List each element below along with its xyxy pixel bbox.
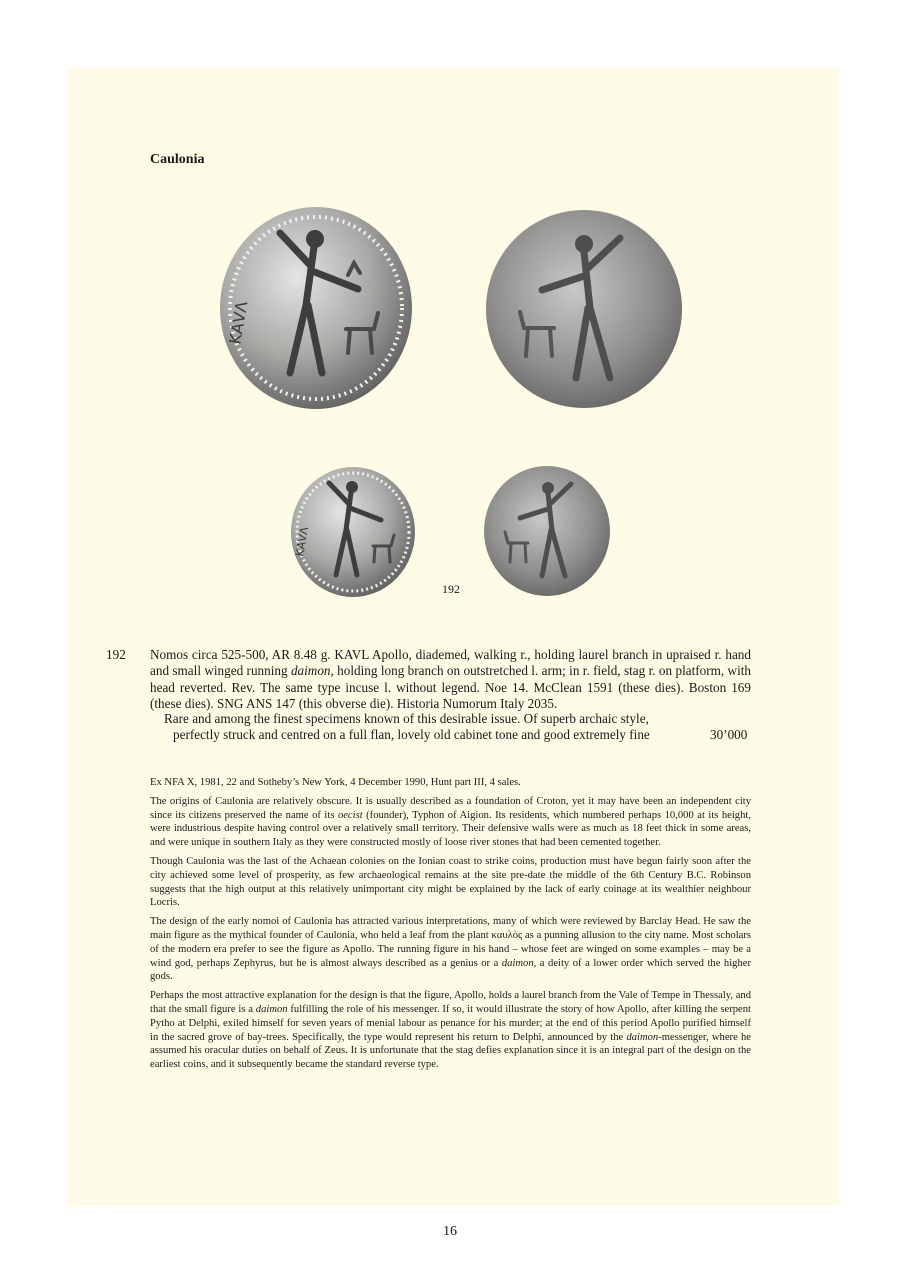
- page-number: 16: [443, 1224, 457, 1239]
- lot-summary-line-1: Rare and among the finest specimens known of this desirable issue. Of superb archaic style,: [164, 711, 649, 726]
- note-paragraph-3: [150, 915, 751, 984]
- coin-reverse-small-icon: [482, 464, 612, 598]
- lot-description-emphasis: daimon: [290, 663, 331, 679]
- coin-reverse-large-icon: [484, 208, 684, 410]
- coin-obverse-large-icon: [218, 205, 414, 411]
- lot-description-text-cont: , holding long branch on outstretched l. arm; in r. field, stag r. on platform, with head reverted. Rev. The same type incuse l. without legend. Noe 14. McClean 1591 (these dies). Boston 169 (these dies). SNG ANS 147 (this obverse die). Historia Numorum Italy 2035.: [150, 663, 751, 712]
- lot-notes: [150, 776, 751, 1077]
- lot-description-text: Nomos circa 525-500, AR 8.48 g. KAVL Apollo, diademed, walking r., holding laurel branch in upraised r. hand and small winged running: [150, 647, 751, 679]
- note-text: The design of the early nomoi of Caulonia has attracted various interpretations, many of which were reviewed by Barclay Head. He saw the main figure as the mythical founder of Caulonia, who held a leaf from the plant καυλὸς as a punning allusion to the city name. Most scholars of the modern era prefer to see the figure as Apollo. The running figure in his hand – whose feet are winged on some examples – may be a wind god, perhaps Zephyrus, but he is almost always described as a genius or a: [150, 916, 751, 969]
- note-paragraph-1: [150, 795, 751, 850]
- note-text: (founder), Typhon of Aigion. Its residents, which numbered perhaps 10,000 at its height, were industrious despite having control over a relatively small territory. Their defensive walls were as much as 18 feet thick in some areas, and were unique in southern Italy as they were constructed mostly of loose river stones that had been cemented together.: [150, 809, 751, 849]
- note-text: fulfilling the role of his messenger. If so, it would illustrate the story of how Apollo, after killing the serpent Pytho at Delphi, exiled himself for seven years of menial labour as penance for his murder; at the end of this period Apollo purified himself in the sacred grove of bay-trees. Specifically, the type would represent his return to Delphi, announced by the: [150, 1003, 751, 1043]
- note-emphasis: daimon: [626, 1031, 659, 1043]
- note-paragraph-2: Though Caulonia was the last of the Achaean colonies on the Ionian coast to strike coins, production must have begun fairly soon after the city achieved some level of prosperity, as few archaeological remains at the site pre-date the middle of the 6th Century B.C. Robinson suggests that the high output at this relatively unimportant city might be explained by the lack of early coinage at its wealthier neighbour Locris.: [150, 855, 751, 909]
- lot-summary-line-2: perfectly struck and centred on a full flan, lovely old cabinet tone and good extremely fine: [173, 727, 650, 742]
- coin-reverse-small: [482, 464, 612, 598]
- lot-description: [150, 647, 751, 713]
- coin-obverse-large: [218, 205, 414, 411]
- lot-estimate-price: 30’000: [710, 727, 748, 742]
- svg-text:ΚΑVΛ: ΚΑVΛ: [293, 525, 312, 558]
- coin-reverse-large: [484, 208, 684, 410]
- note-emphasis: oecist: [337, 809, 363, 821]
- lot-number: 192: [106, 647, 126, 662]
- coin-obverse-small-icon: [289, 465, 417, 599]
- section-heading: Caulonia: [150, 152, 205, 167]
- note-text: Perhaps the most attractive explanation for the design is that the figure, Apollo, holds a laurel branch from the Vale of Tempe in Thessaly, and that the small figure is a: [150, 990, 751, 1015]
- coin-obverse-small: [289, 465, 417, 599]
- note-text: The origins of Caulonia are relatively obscure. It is usually described as a foundation of Croton, yet it may have been an independent city since its citizens preserved the name of its: [150, 795, 751, 821]
- note-emphasis: daimon: [501, 957, 534, 969]
- provenance-note: Ex NFA X, 1981, 22 and Sotheby’s New York, 4 December 1990, Hunt part III, 4 sales.: [150, 777, 521, 788]
- note-text: -messenger, where he assumed his oracular duties on behalf of Zeus. It is unfortunate that the stag defies explanation since it is an integral part of the design on the earliest coins, and it subsequently became the standard reverse type.: [150, 1031, 751, 1071]
- lot-image-label: 192: [442, 582, 460, 596]
- note-emphasis: daimon: [255, 1003, 288, 1015]
- note-text: , a deity of a lower order which served the higher gods.: [150, 957, 751, 983]
- svg-text:ΚΑVΛ: ΚΑVΛ: [225, 299, 252, 346]
- note-paragraph-4: [150, 989, 751, 1072]
